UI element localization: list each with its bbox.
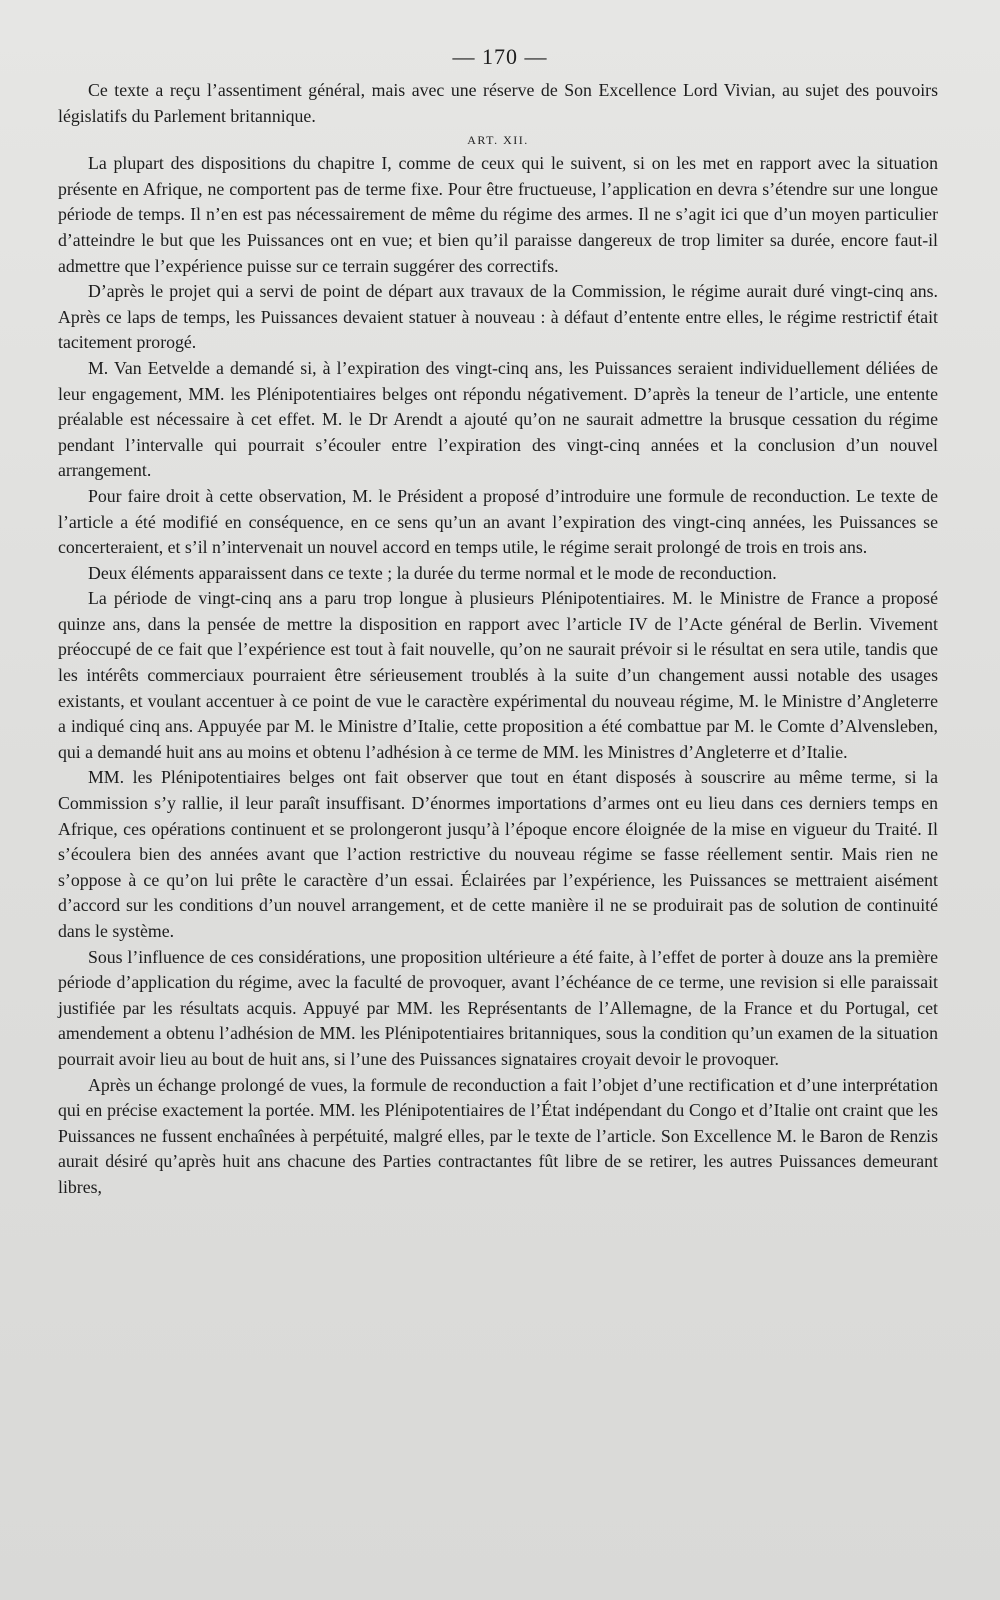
paragraph: Ce texte a reçu l’assentiment général, mais avec une réserve de Son Excellence Lord Vivian, au sujet des pouvoirs législatifs du Parlement britannique. xyxy=(58,80,938,126)
paragraph: Deux éléments apparaissent dans ce texte ; la durée du terme normal et le mode de reconduction. xyxy=(88,562,777,583)
paragraph: La période de vingt-cinq ans a paru trop longue à plusieurs Plénipotentiaires. M. le Ministre de France a proposé quinze ans, dans la pensée de mettre la disposition en rapport avec l’article IV de l’Acte général de Berlin. Vivement préoccupé de ce fait que l’expérience est tout à fait nouvelle, qu’on ne saurait prévoir si le résultat en sera utile, tandis que les intérêts commerciaux pourraient être sérieusement troublés à la suite d’un changement aussi notable des usages existants, et voulant accentuer à ce point de vue le caractère expérimental du nouveau régime, M. le Ministre d’Angleterre a indiqué cinq ans. Appuyée par M. le Ministre d’Italie, cette proposition a été combattue par M. le Comte d’Alvensleben, qui a demandé huit ans au moins et obtenu l’adhésion à ce terme de MM. les Ministres d’Angleterre et d’Italie. xyxy=(58,588,938,762)
article-heading: ART. XII. xyxy=(467,133,529,148)
paragraph: La plupart des dispositions du chapitre I, comme de ceux qui le suivent, si on les met en rapport avec la situation présente en Afrique, ne comportent pas de terme fixe. Pour être fructueuse, l’application en devra s’étendre sur une longue période de temps. Il n’en est pas nécessairement de même du régime des armes. Il ne s’agit ici que d’un moyen particulier d’atteindre le but que les Puissances ont en vue; et bien qu’il paraisse dangereux de trop limiter sa durée, encore faut-il admettre que l’expérience puisse sur ce terrain suggérer des correctifs. xyxy=(58,153,938,276)
paragraph: Après un échange prolongé de vues, la formule de reconduction a fait l’objet d’une rectification et d’une interprétation qui en précise exactement la portée. MM. les Plénipotentiaires de l’État indépendant du Congo et d’Italie ont craint que les Puissances ne fussent enchaînées à perpétuité, malgré elles, par le texte de l’article. Son Excellence M. le Baron de Renzis aurait désiré qu’après huit ans chacune des Parties contractantes fût libre de se retirer, les autres Puissances demeurant libres, xyxy=(58,1074,938,1197)
paragraph: Pour faire droit à cette observation, M. le Président a proposé d’introduire une formule de reconduction. Le texte de l’article a été modifié en conséquence, en ce sens qu’un an avant l’expiration des vingt-cinq années, les Puissances se concerteraient, et s’il n’intervenait un nouvel accord en temps utile, le régime serait prolongé de trois en trois ans. xyxy=(58,485,938,558)
body-text xyxy=(58,78,938,1201)
paragraph: Sous l’influence de ces considérations, une proposition ultérieure a été faite, à l’effet de porter à douze ans la première période d’application du régime, avec la faculté de provoquer, avant l’échéance de ce terme, une revision si elle paraissait justifiée par les résultats acquis. Appuyé par MM. les Représentants de l’Allemagne, de la France et du Portugal, cet amendement a obtenu l’adhésion de MM. les Plénipotentiaires britanniques, sous la condition qu’un examen de la situation pourrait avoir lieu au bout de huit ans, si l’une des Puissances signataires croyait devoir le provoquer. xyxy=(58,946,938,1069)
paragraph: M. Van Eetvelde a demandé si, à l’expiration des vingt-cinq ans, les Puissances seraient individuellement déliées de leur engagement, MM. les Plénipotentiaires belges ont répondu négativement. D’après la teneur de l’article, une entente préalable est nécessaire à cet effet. M. le Dr Arendt a ajouté qu’on ne saurait admettre la brusque cessation du régime pendant l’intervalle qui pourrait s’écouler entre l’expiration des vingt-cinq années et la conclusion d’un nouvel arrangement. xyxy=(58,357,938,481)
page-number: — 170 — xyxy=(452,44,548,69)
paragraph: D’après le projet qui a servi de point de départ aux travaux de la Commission, le régime aurait duré vingt-cinq ans. Après ce laps de temps, les Puissances devaient statuer à nouveau : à défaut d’entente entre elles, le régime restrictif était tacitement prorogé. xyxy=(58,281,938,353)
paragraph: MM. les Plénipotentiaires belges ont fait observer que tout en étant disposés à souscrire au même terme, si la Commission s’y rallie, il leur paraît insuffisant. D’énormes importations d’armes ont eu lieu dans ces derniers temps en Afrique, ces opérations continuent et se prolongeront jusqu’à l’époque encore éloignée de la mise en vigueur du Traité. Il s’écoulera bien des années avant que l’action restrictive du nouveau régime se fasse réellement sentir. Mais rien ne s’oppose à ce qu’on lui prête le caractère d’un essai. Éclairées par l’expérience, les Puissances se mettraient aisément d’accord sur les conditions d’un nouvel arrangement, et de cette manière il ne se produirait pas de solution de continuité dans le système. xyxy=(58,767,938,941)
